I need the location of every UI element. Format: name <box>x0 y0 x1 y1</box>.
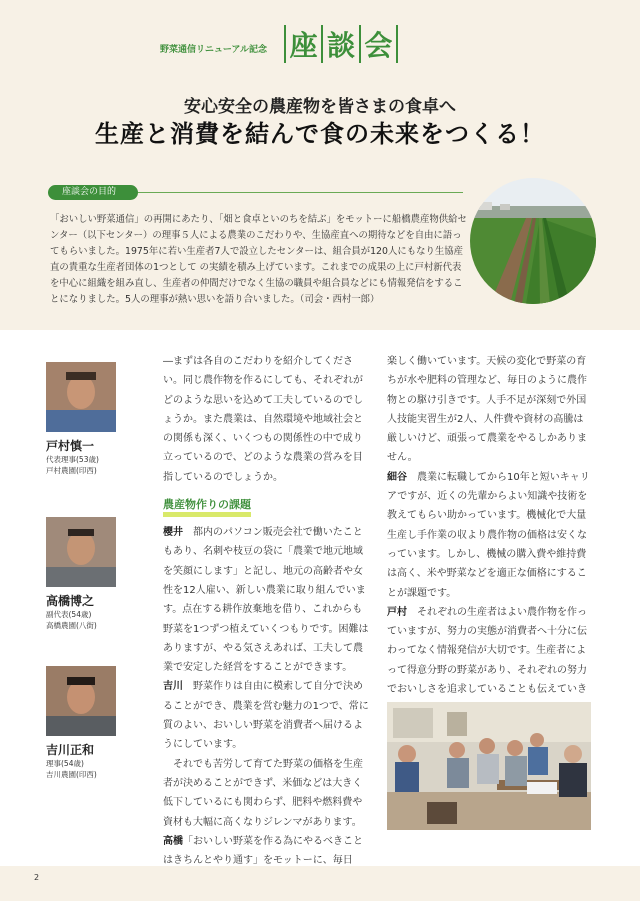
takahashi-portrait <box>46 517 116 587</box>
profile-takahashi <box>46 517 146 631</box>
speech-text: 楽しく働いています。天候の変化で野菜の育ちが水や肥料の管理など、毎日のように農作物との駆け引きです。人手不足が深刻で外国人技能実習生が2人、人件費や資材の高騰は厳しいけど、頑張って農業をやるしかありません。 <box>387 356 587 464</box>
speaker-name: 細谷 <box>387 471 407 483</box>
series-kicker: 野菜通信リニューアル記念 <box>160 45 268 55</box>
profile-role: 代表理事(53歳) <box>46 455 99 464</box>
footer-band <box>0 866 640 901</box>
speech-paragraph <box>163 832 370 871</box>
tomura-portrait <box>46 362 116 432</box>
profile-tomura <box>46 362 146 476</box>
profile-role: 副代表(54歳) <box>46 610 92 619</box>
speech-text: それでも苦労して育てた野菜の価格を生産者が決めることができず、米価などは大きく低下しているにも関わらず、肥料や燃料費や資材も大幅に高くなりジレンマがあります。 <box>163 758 363 828</box>
speaker-name: 吉川 <box>163 681 183 693</box>
speaker-name: 高橋 <box>163 835 183 847</box>
profile-farm: 高橋農園(八街) <box>46 621 97 630</box>
speech-text: 野菜作りは自由に模索して自分で決めることができ、農業を営む魅力の1つで、常に質のよい、おいしい野菜を消費者へ届けるようにしています。 <box>163 681 369 751</box>
profile-farm: 吉川農園(印西) <box>46 770 97 779</box>
speech-text: それぞれの生産者はよい農作物を作っていますが、努力の実態が消費者へ十分に伝わってなく情報発信が大切です。生産者によって得意分野の野菜があり、それぞれの努力でおいしさを追求していることも伝えていき <box>387 606 587 696</box>
profile-yoshikawa <box>46 666 146 780</box>
intro-paragraph: 「おいしい野菜通信」の再開にあたり、「畑と食卓といのちを結ぶ」をモットーに船橋農産物供給センター（以下センター）の理事５人による農業のこだわりや、生協産直への期待などを自由に語ってもらいました。1975年に若い生産者7人で設立したセンターは、組合員が120人にもなり生協産直の貴重な生産者団体の1つとして の実績を積み上げています。これまでの成果の上に戸村新代表を中心に組織を組み直し、生産者の仲間だけでなく生協の職員や組合員などにも情報発信をすることになりました。5人の理事が熱い思いを語り合いました。（司会・西村一郎） <box>50 214 467 305</box>
profile-name: 高橋博之 <box>46 594 95 608</box>
page-number: 2 <box>34 873 40 882</box>
speech-text: 農業に転職してから10年と短いキャリアですが、近くの先輩からよい知識や技術を教えてもらい助かっています。機械化で大量生産し手作業の収より農作物の価格は安くなっています。しかし、機械の購入費や維持費は高く、米や野菜などを適正な価格にすることが課題です。 <box>387 471 590 599</box>
article-column-2 <box>387 352 593 719</box>
zadankai-title <box>284 25 398 63</box>
title-char: 座 <box>284 25 321 63</box>
vegetable-field-photo <box>470 178 596 304</box>
speaker-name: 櫻井 <box>163 527 183 539</box>
speech-paragraph <box>163 523 370 677</box>
profile-farm: 戸村農園(印西) <box>46 466 97 475</box>
title-char: 会 <box>359 25 398 63</box>
profile-name: 戸村慎一 <box>46 439 95 453</box>
yoshikawa-portrait <box>46 666 116 736</box>
subheadline: 安心安全の農産物を皆さまの食卓へ <box>184 97 456 117</box>
profile-role: 理事(54歳) <box>46 759 84 768</box>
speech-paragraph <box>163 677 370 754</box>
section-heading: 農産物作りの課題 <box>163 498 251 517</box>
purpose-badge: 座談会の目的 <box>48 185 138 200</box>
speech-paragraph <box>387 468 593 603</box>
speech-text: 「おいしい野菜を作る為にやるべきことはきちんとやり通す」をモットーに、毎日 <box>163 835 363 867</box>
moderator-question: ―まずは各自のこだわりを紹介してください。同じ農作物を作るにしても、それぞれがどのような思いを込めて工夫しているのでしょうか。また農業は、自然環境や地域社会との関係も深く、いくつもの関係性の中で成り立っているので、どのような農業の営みを目指しているのでしょうか。 <box>163 356 363 483</box>
meeting-photo <box>387 702 591 830</box>
article-column-1 <box>163 352 370 870</box>
profile-name: 吉川正和 <box>46 743 95 757</box>
title-char: 談 <box>321 25 358 63</box>
speech-text: 都内のパソコン販売会社で働いたこともあり、名刺や枝豆の袋に「農業で地元地域を笑顔にします」と記し、地元の高齢者や女性を12人雇い、新しい農業に取り組んでいます。点在する耕作放棄地を借り、これからも野菜を1つずつ植えていくつもりです。困難はありますが、やる気さえあれば、工夫して農業で安定した経営をすることができます。 <box>163 527 369 674</box>
speaker-name: 戸村 <box>387 606 407 618</box>
headline: 生産と消費を結んで食の未来をつくる！ <box>95 120 545 148</box>
